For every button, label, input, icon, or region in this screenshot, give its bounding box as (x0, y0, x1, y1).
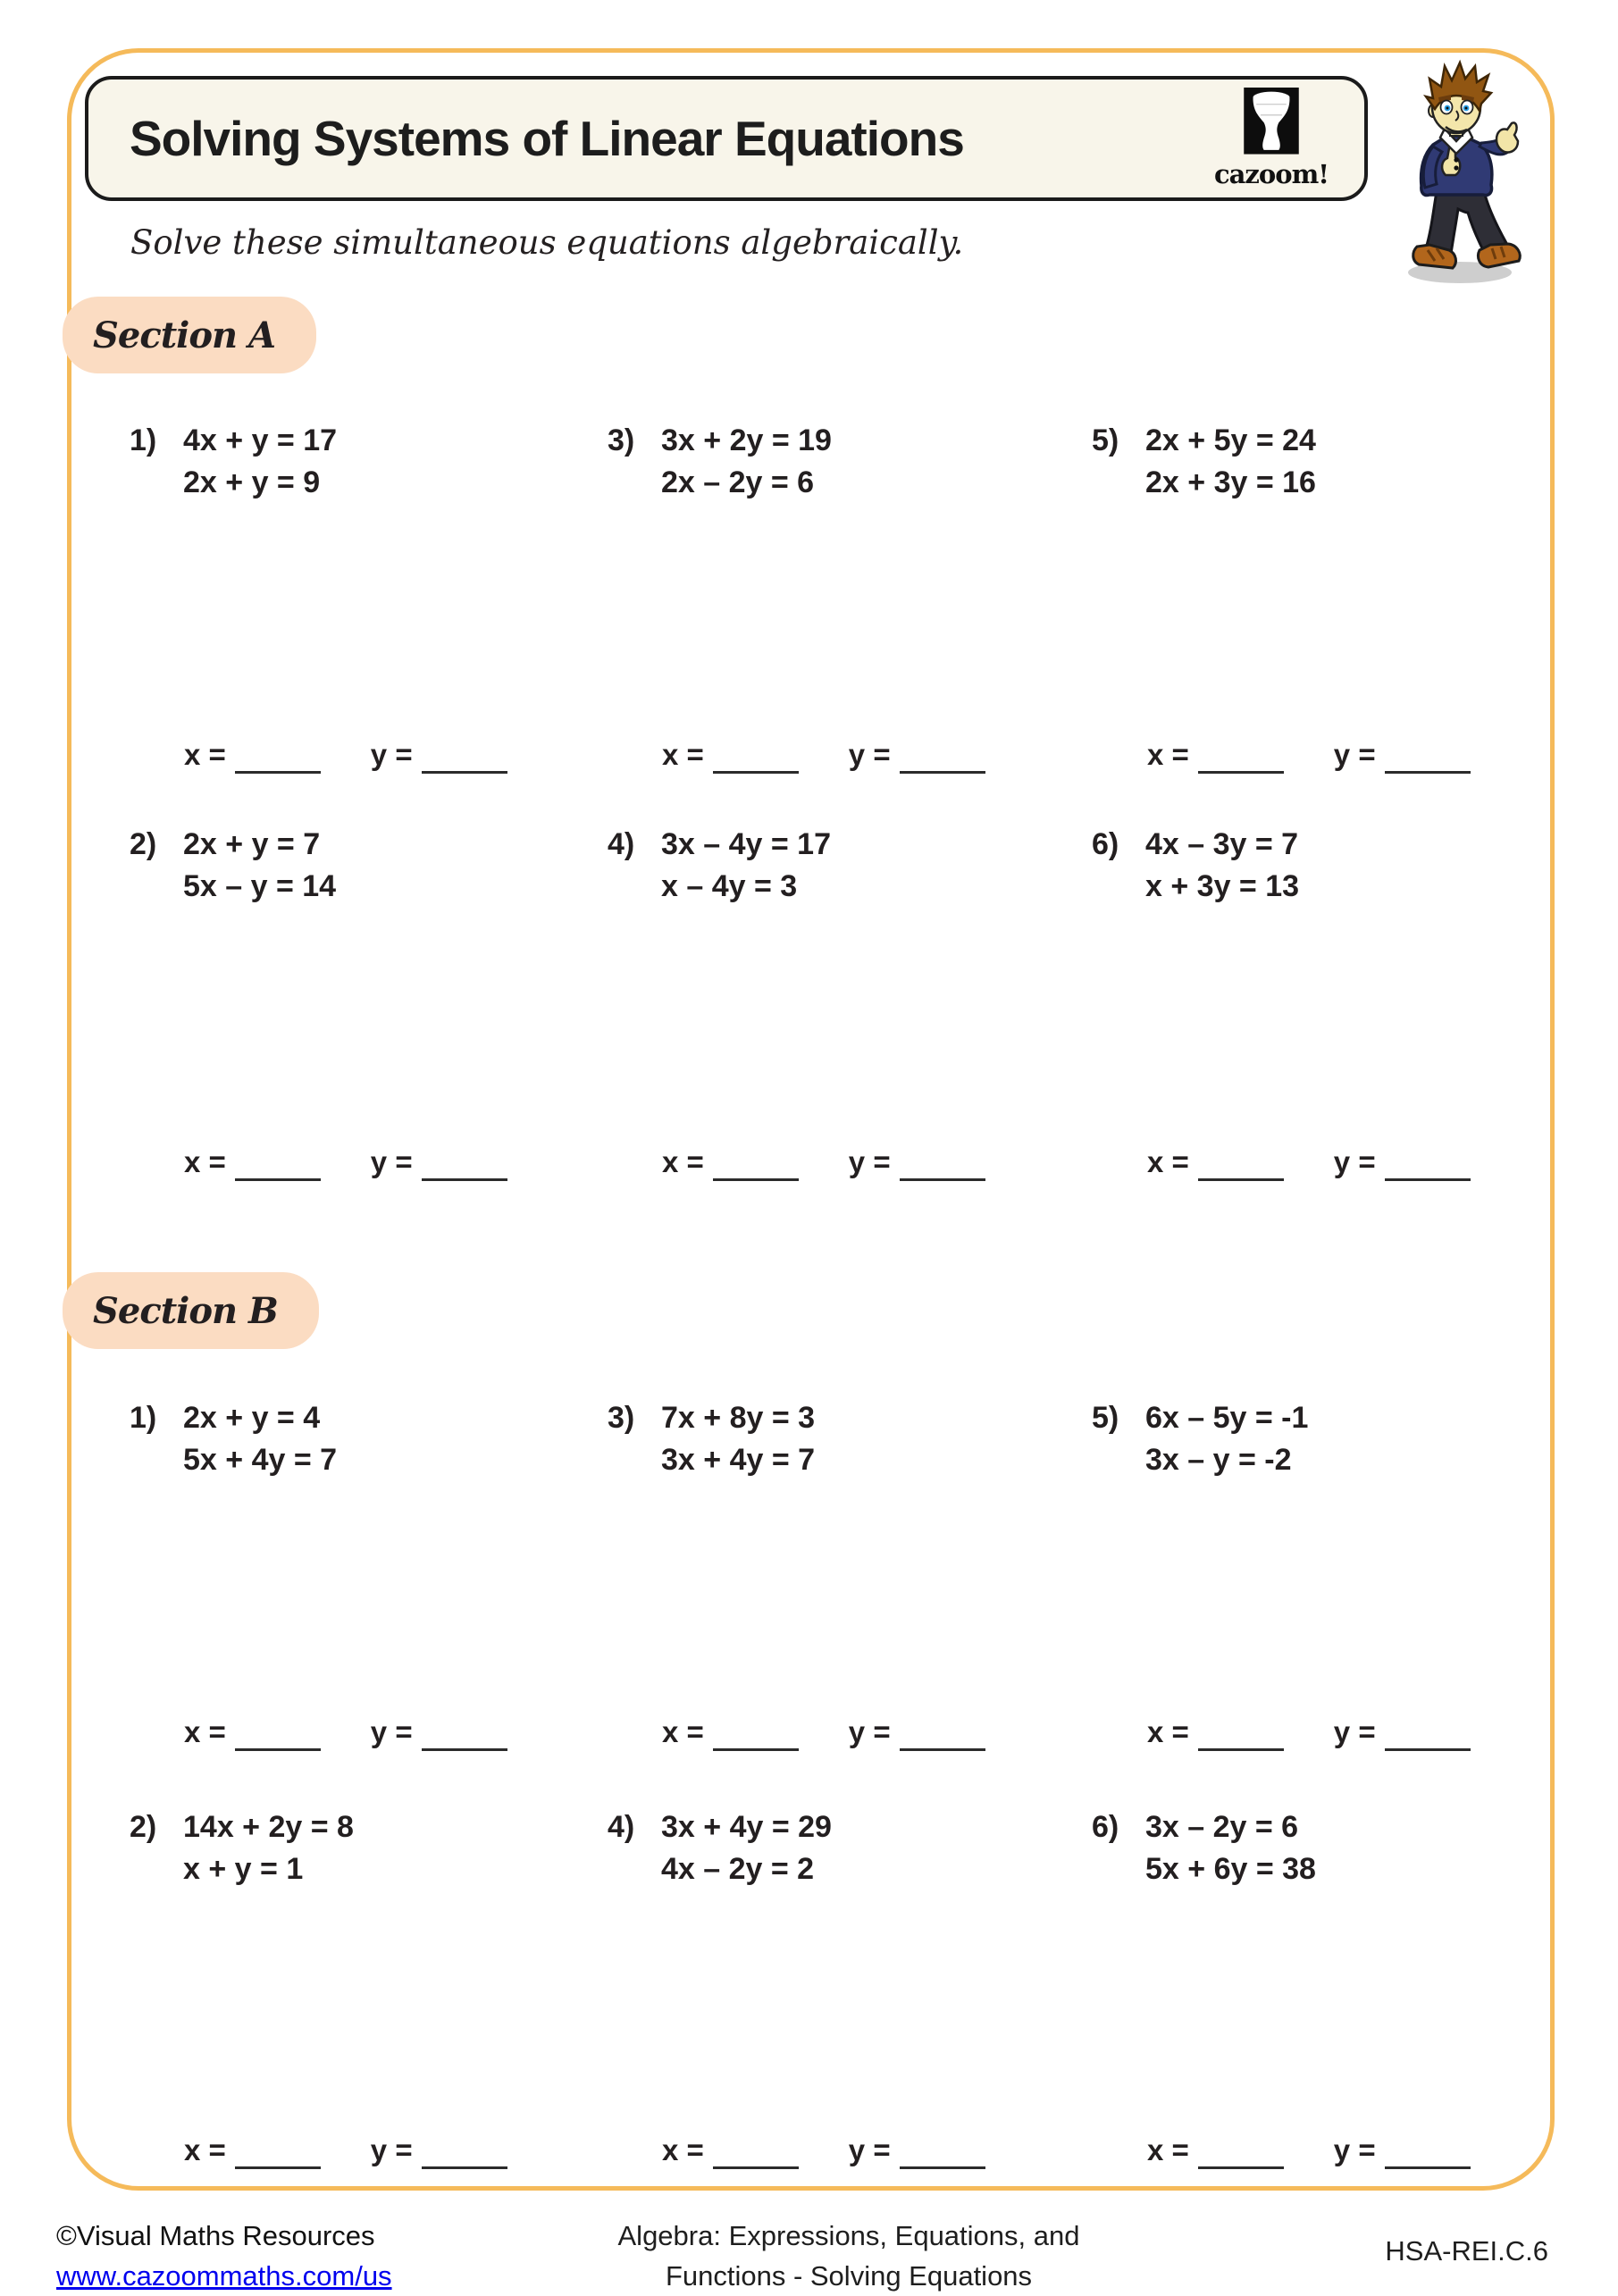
answer-blank (1385, 771, 1471, 774)
problem-a1 (130, 420, 337, 504)
equation: 4x + y = 17 (183, 423, 338, 457)
equation: 2x + 3y = 16 (1145, 465, 1316, 499)
problem-b5 (1092, 1397, 1308, 1481)
equation: 14x + 2y = 8 (183, 1810, 354, 1844)
answer-line-a1: x = y = (184, 738, 507, 774)
equation: 5x + 4y = 7 (183, 1443, 338, 1477)
equation: 3x – 4y = 17 (661, 827, 832, 861)
answer-blank (235, 771, 321, 774)
equation: x – 4y = 3 (661, 869, 798, 903)
problem-b3 (608, 1397, 815, 1481)
problem-number: 3) (608, 1401, 635, 1435)
answer-blank (1198, 1748, 1284, 1751)
problem-a4 (608, 824, 831, 908)
equation: 2x – 2y = 6 (661, 465, 815, 499)
title-box (85, 76, 1368, 201)
equation: x + 3y = 13 (1145, 869, 1300, 903)
answer-blank (713, 771, 799, 774)
answer-line-b6: x = y = (1147, 2133, 1471, 2169)
cazoom-logo (1209, 88, 1334, 189)
problem-number: 2) (130, 827, 157, 861)
footer-category (465, 2216, 1233, 2296)
answer-line-a4: x = y = (662, 1145, 985, 1181)
equation: 6x – 5y = -1 (1145, 1401, 1309, 1435)
answer-blank (1385, 1178, 1471, 1181)
answer-blank (235, 1748, 321, 1751)
problem-a2 (130, 824, 336, 908)
category-line-1: Algebra: Expressions, Equations, and (617, 2220, 1080, 2251)
logo-wordmark: cazoom! (1213, 159, 1329, 189)
instruction-text: Solve these simultaneous equations algebraically. (130, 223, 964, 262)
equation: x + y = 1 (183, 1852, 304, 1886)
answer-line-a3: x = y = (662, 738, 985, 774)
problem-a6 (1092, 824, 1299, 908)
problem-number: 4) (608, 1810, 635, 1844)
category-line-2: Functions - Solving Equations (665, 2260, 1033, 2292)
equation: 4x – 2y = 2 (661, 1852, 815, 1886)
page-title: Solving Systems of Linear Equations (130, 111, 964, 166)
standard-code: HSA-REI.C.6 (1385, 2235, 1548, 2267)
problem-number: 1) (130, 1401, 157, 1435)
equation: 3x – y = -2 (1145, 1443, 1292, 1477)
answer-blank (900, 2166, 985, 2169)
problem-number: 4) (608, 827, 635, 861)
answer-line-b5: x = y = (1147, 1715, 1471, 1751)
answer-blank (1198, 771, 1284, 774)
answer-blank (713, 2166, 799, 2169)
answer-blank (1198, 1178, 1284, 1181)
section-a-label: Section A (63, 297, 316, 373)
equation: 2x + y = 7 (183, 827, 321, 861)
answer-blank (422, 771, 507, 774)
equation: 3x + 4y = 7 (661, 1443, 816, 1477)
drum-icon (1233, 88, 1310, 161)
answer-line-a2: x = y = (184, 1145, 507, 1181)
answer-line-a5: x = y = (1147, 738, 1471, 774)
answer-blank (1198, 2166, 1284, 2169)
equation: 2x + 5y = 24 (1145, 423, 1316, 457)
answer-line-b2: x = y = (184, 2133, 507, 2169)
answer-blank (422, 1178, 507, 1181)
problem-a5 (1092, 420, 1316, 504)
problem-number: 3) (608, 423, 635, 457)
answer-blank (900, 771, 985, 774)
section-b-label: Section B (63, 1272, 319, 1349)
equation: 5x + 6y = 38 (1145, 1852, 1316, 1886)
answer-line-b3: x = y = (662, 1715, 985, 1751)
equation: 3x + 2y = 19 (661, 423, 832, 457)
equation: 4x – 3y = 7 (1145, 827, 1299, 861)
equation: 5x – y = 14 (183, 869, 337, 903)
mascot-boy-thumbs-up-illustration (1390, 55, 1533, 286)
equation: 3x + 4y = 29 (661, 1810, 832, 1844)
problem-b1 (130, 1397, 337, 1481)
answer-blank (422, 2166, 507, 2169)
answer-blank (422, 1748, 507, 1751)
answer-blank (900, 1178, 985, 1181)
answer-blank (235, 2166, 321, 2169)
answer-blank (1385, 1748, 1471, 1751)
equation: 2x + y = 4 (183, 1401, 321, 1435)
problem-b6 (1092, 1806, 1316, 1890)
answer-line-b1: x = y = (184, 1715, 507, 1751)
answer-blank (900, 1748, 985, 1751)
answer-line-b4: x = y = (662, 2133, 985, 2169)
problem-number: 5) (1092, 423, 1119, 457)
website-link[interactable]: www.cazoommaths.com/us (56, 2260, 392, 2292)
copyright-text: ©Visual Maths Resources (56, 2220, 375, 2251)
answer-line-a6: x = y = (1147, 1145, 1471, 1181)
problem-b2 (130, 1806, 354, 1890)
answer-blank (713, 1178, 799, 1181)
footer-attribution (56, 2216, 392, 2296)
equation: 3x – 2y = 6 (1145, 1810, 1299, 1844)
problem-number: 2) (130, 1810, 157, 1844)
problem-number: 1) (130, 423, 157, 457)
problem-number: 5) (1092, 1401, 1119, 1435)
problem-number: 6) (1092, 1810, 1119, 1844)
problem-b4 (608, 1806, 832, 1890)
problem-a3 (608, 420, 832, 504)
equation: 7x + 8y = 3 (661, 1401, 816, 1435)
answer-blank (713, 1748, 799, 1751)
answer-blank (235, 1178, 321, 1181)
equation: 2x + y = 9 (183, 465, 321, 499)
answer-blank (1385, 2166, 1471, 2169)
problem-number: 6) (1092, 827, 1119, 861)
